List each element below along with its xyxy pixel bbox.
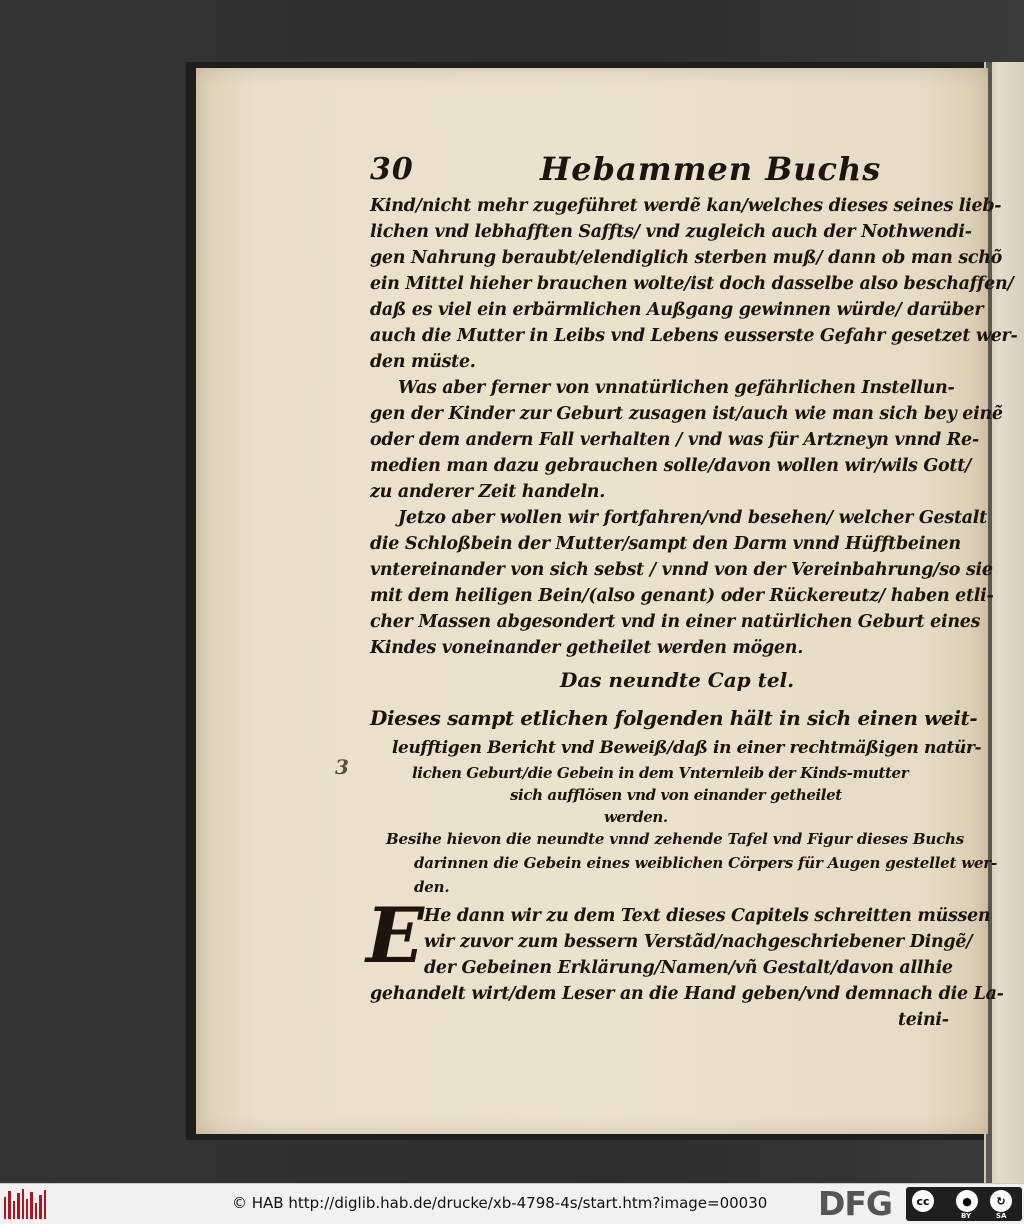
text-line: gehandelt wirt/dem Leser an die Hand geben/vnd demnach die La-: [370, 984, 1004, 1004]
text-line: den müste.: [370, 352, 476, 372]
share-alike-icon: ↻: [990, 1190, 1012, 1212]
summary-line: lichen Geburt/die Gebein in dem Vnternleib der Kinds-mutter: [412, 764, 909, 782]
hab-logo-icon[interactable]: [4, 1189, 46, 1219]
note-line: Besihe hievon die neundte vnnd zehende Tafel vnd Figur dieses Buchs: [386, 830, 964, 848]
text-line: daß es viel ein erbärmlichen Außgang gewinnen würde/ darüber: [370, 300, 984, 320]
text-line: Jetzo aber wollen wir fortfahren/vnd besehen/ welcher Gestalt: [398, 508, 987, 528]
text-line: He dann wir zu dem Text dieses Capitels schreitten müssen: [424, 906, 991, 926]
margin-mark: 3: [335, 755, 349, 779]
copyright-link[interactable]: © HAB http://diglib.hab.de/drucke/xb-4798-4s/start.htm?image=00030: [232, 1194, 768, 1212]
summary-line: leufftigen Bericht vnd Beweiß/daß in einer rechtmäßigen natür-: [392, 738, 982, 758]
catchword: teini-: [898, 1010, 949, 1030]
note-line: darinnen die Gebein eines weiblichen Cörpers für Augen gestellet wer-: [414, 854, 998, 872]
text-line: die Schloßbein der Mutter/sampt den Darm vnnd Hüfftbeinen: [370, 534, 961, 554]
text-line: gen der Kinder zur Geburt zusagen ist/auch wie man sich bey einẽ: [370, 404, 1003, 424]
drop-cap: E: [366, 891, 424, 980]
text-line: lichen vnd lebhafften Saffts/ vnd zugleich auch der Nothwendi-: [370, 222, 972, 242]
summary-line: sich aufflösen vnd von einander getheilet: [510, 786, 842, 804]
text-line: mit dem heiligen Bein/(also genant) oder Rückereutz/ haben etli-: [370, 586, 994, 606]
text-line: gen Nahrung beraubt/elendiglich sterben muß/ dann ob man schõ: [370, 248, 1003, 268]
sa-label: SA: [996, 1212, 1007, 1220]
text-line: wir zuvor zum bessern Verstãd/nachgeschriebener Dingẽ/: [424, 932, 973, 952]
summary-line: werden.: [604, 808, 668, 826]
text-line: Kindes voneinander getheilet werden mögen.: [370, 638, 804, 658]
viewer-footer: [0, 1183, 1024, 1224]
text-line: auch die Mutter in Leibs vnd Lebens eusserste Gefahr gesetzet wer-: [370, 326, 1018, 346]
text-line: Was aber ferner von vnnatürlichen gefährlichen Instellun-: [398, 378, 955, 398]
text-line: cher Massen abgesondert vnd in einer natürlichen Geburt eines: [370, 612, 981, 632]
text-line: oder dem andern Fall verhalten / vnd was für Artzneyn vnnd Re-: [370, 430, 979, 450]
dfg-logo[interactable]: DFG: [818, 1184, 893, 1223]
summary-line: Dieses sampt etlichen folgenden hält in sich einen weit-: [370, 706, 978, 730]
text-line: zu anderer Zeit handeln.: [370, 482, 606, 502]
by-attribution-icon: ●: [956, 1190, 978, 1212]
cc-icon: cc: [912, 1190, 934, 1212]
chapter-title: Das neundte Cap tel.: [560, 668, 795, 692]
cc-license-badge[interactable]: [906, 1187, 1022, 1221]
by-label: BY: [961, 1212, 972, 1220]
text-line: ein Mittel hieher brauchen wolte/ist doch dasselbe also beschaffen/: [370, 274, 1014, 294]
text-line: vntereinander von sich sebst / vnnd von der Vereinbahrung/so sie: [370, 560, 993, 580]
text-line: der Gebeinen Erklärung/Namen/vñ Gestalt/davon allhie: [424, 958, 953, 978]
text-line: Kind/nicht mehr zugeführet werdẽ kan/welches dieses seines lieb-: [370, 196, 1002, 216]
text-line: medien man dazu gebrauchen solle/davon wollen wir/wils Gott/: [370, 456, 972, 476]
page-number: 30: [370, 152, 414, 187]
running-title: Hebammen Buchs: [540, 150, 882, 188]
note-line: den.: [414, 878, 450, 896]
